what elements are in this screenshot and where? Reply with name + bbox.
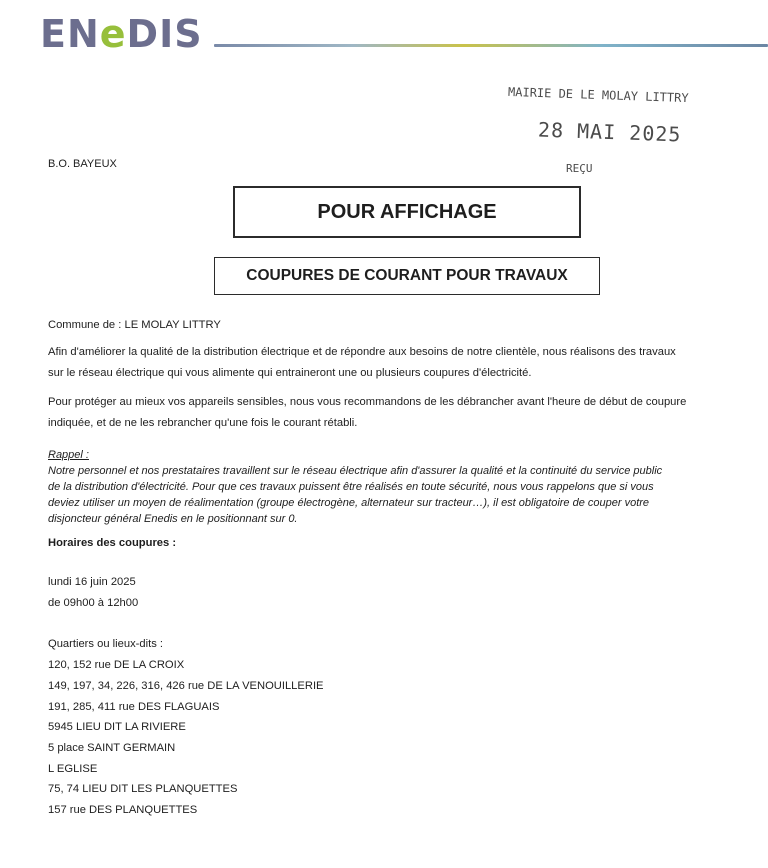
date-line: lundi 16 juin 2025 bbox=[48, 576, 136, 588]
time-line: de 09h00 à 12h00 bbox=[48, 597, 139, 609]
title-main: POUR AFFICHAGE bbox=[317, 200, 497, 223]
stamp-recu: REÇU bbox=[566, 162, 593, 175]
sender: B.O. BAYEUX bbox=[48, 158, 117, 170]
paragraph-1 bbox=[48, 342, 748, 384]
paragraph-2-line-2: indiquée, et de ne les rebrancher qu'une fois le courant rétabli. bbox=[48, 417, 358, 429]
logo-part-3: DIS bbox=[126, 12, 203, 56]
quartier-item: 5 place SAINT GERMAIN bbox=[48, 742, 176, 754]
logo-part-1: EN bbox=[40, 12, 100, 56]
quartier-item: 120, 152 rue DE LA CROIX bbox=[48, 659, 185, 671]
quartiers-title: Quartiers ou lieux-dits : bbox=[48, 638, 164, 650]
quartier-item: 191, 285, 411 rue DES FLAGUAIS bbox=[48, 701, 220, 713]
enedis-logo bbox=[40, 14, 203, 54]
title-box-main bbox=[233, 186, 581, 238]
quartier-item: 5945 LIEU DIT LA RIVIERE bbox=[48, 721, 186, 733]
paragraph-1-line-1: Afin d'améliorer la qualité de la distribution électrique et de répondre aux besoins de notre clientèle, nous réalisons des travaux bbox=[48, 346, 676, 358]
rappel-block bbox=[48, 447, 738, 527]
stamp-date: 28 MAI 2025 bbox=[537, 117, 682, 147]
horaires-title: Horaires des coupures : bbox=[48, 537, 177, 549]
rappel-line-4: disjoncteur général Enedis en le positionnant sur 0. bbox=[48, 513, 298, 525]
rappel-line-1: Notre personnel et nos prestataires travaillent sur le réseau électrique afin d'assurer la qualité et la continuité du service public bbox=[48, 465, 663, 477]
header-divider bbox=[214, 44, 768, 47]
rappel-line-3: deviez utiliser un moyen de réalimentation (groupe électrogène, alternateur sur tracteur…), il est obligatoire de couper votre bbox=[48, 497, 650, 509]
rappel-line-2: de la distribution d'électricité. Pour que ces travaux puissent être réalisés en toute sécurité, nous vous rappelons que si vous bbox=[48, 481, 654, 493]
quartier-item: 149, 197, 34, 226, 316, 426 rue DE LA VENOUILLERIE bbox=[48, 680, 324, 692]
quartier-item: 75, 74 LIEU DIT LES PLANQUETTES bbox=[48, 783, 238, 795]
paragraph-1-line-2: sur le réseau électrique qui vous alimente qui entraineront une ou plusieurs coupures d'électricité. bbox=[48, 367, 532, 379]
rappel-title: Rappel : bbox=[48, 449, 89, 461]
stamp-mairie: MAIRIE DE LE MOLAY LITTRY bbox=[507, 84, 689, 106]
quartier-item: 157 rue DES PLANQUETTES bbox=[48, 804, 198, 816]
paragraph-2-line-1: Pour protéger au mieux vos appareils sensibles, nous vous recommandons de les débrancher avant l'heure de début de coupure bbox=[48, 396, 687, 408]
quartier-item: L EGLISE bbox=[48, 763, 98, 775]
logo-part-2: e bbox=[99, 12, 127, 56]
title-box-sub bbox=[214, 257, 600, 295]
commune: Commune de : LE MOLAY LITTRY bbox=[48, 319, 221, 331]
title-sub: COUPURES DE COURANT POUR TRAVAUX bbox=[246, 267, 568, 284]
paragraph-2 bbox=[48, 392, 748, 434]
